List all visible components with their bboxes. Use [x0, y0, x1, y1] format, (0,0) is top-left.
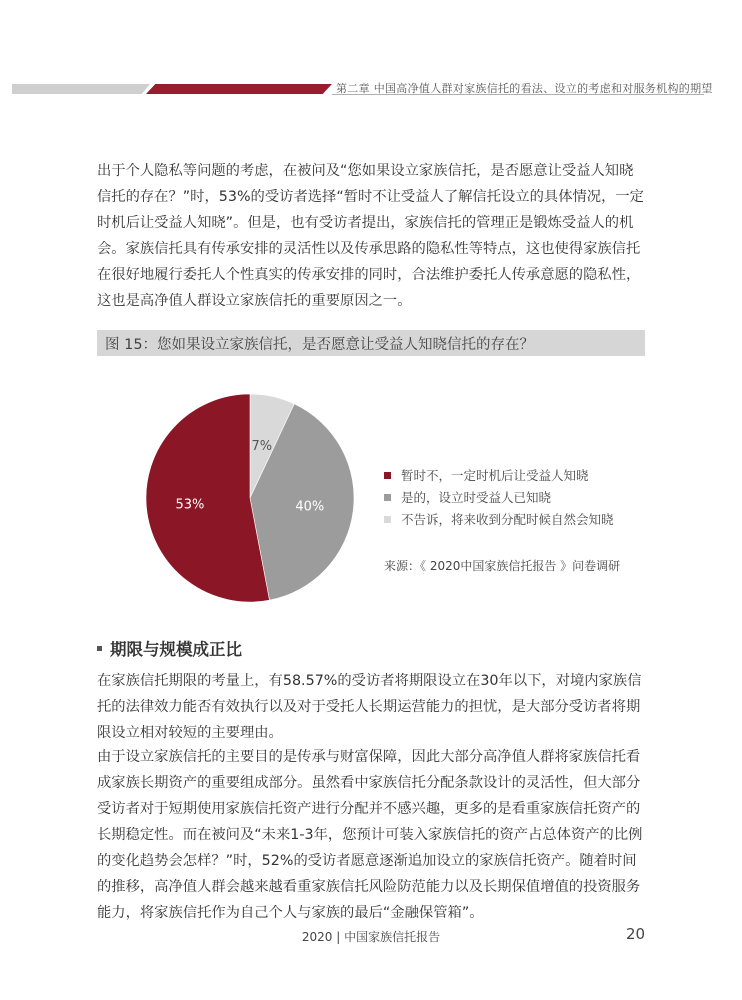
- body-paragraph-2: 在家族信托期限的考量上，有58.57%的受访者将期限设立在30年以下，对境内家族信托的法律效力能否有效执行以及对于受托人长期运营能力的担忧，是大部分受访者将期限设立相对较短的主要理由。: [97, 673, 642, 741]
- chart-legend: [384, 464, 614, 530]
- legend-swatch-1: [384, 494, 391, 501]
- figure-title: 图 15：您如果设立家族信托，是否愿意让受益人知晓信托的存在？: [105, 337, 535, 353]
- chapter-title: 第二章 中国高净值人群对家族信托的看法、设立的考虑和对服务机构的期望: [336, 82, 713, 95]
- legend-label-0: 暂时不，一定时机后让受益人知晓: [401, 468, 589, 483]
- legend-item-0: [384, 464, 614, 486]
- pie-chart: [140, 388, 360, 608]
- legend-swatch-2: [384, 516, 391, 523]
- figure-source: 来源：《 2020中国家族信托报告 》问卷调研: [384, 559, 621, 573]
- body-paragraph-3: 由于设立家族信托的主要目的是传承与财富保障，因此大部分高净值人群将家族信托看成家族长期资产的重要组成部分。虽然看中家族信托分配条款设计的灵活性，但大部分受访者对于短期使用家族信托资产进行分配并不感兴趣，更多的是看重家族信托资产的长期稳定性。而在被问及“未来1-3年，您预计可装入家族信托的资产占总体资产的比例的变化趋势会怎样？”时，52%的受访者愿意逐渐追加设立的家族信托资产。随着时间的推移，高净值人群会越来越看重家族信托风险防范能力以及长期保值增值的投资服务能力，将家族信托作为自己个人与家族的最后“金融保管箱”。: [97, 749, 643, 921]
- pie-label-1: 40%: [295, 499, 325, 515]
- legend-label-2: 不告诉，将来收到分配时候自然会知晓: [401, 512, 614, 527]
- section-heading: [97, 636, 242, 660]
- header-gray-bar: [12, 84, 150, 94]
- footer-report-title: 2020 | 中国家族信托报告: [301, 930, 441, 944]
- pie-label-0: 53%: [175, 497, 205, 513]
- header-accent-bar: [146, 84, 332, 94]
- body-paragraph-1: 出于个人隐私等问题的考虑，在被问及“您如果设立家族信托，是否愿意让受益人知晓信托的存在？”时，53%的受访者选择“暂时不让受益人了解信托设立的具体情况，一定时机后让受益人知晓”。但是，也有受访者提出，家族信托的管理正是锻炼受益人的机会。家族信托具有传承安排的灵活性以及传承思路的隐私性等特点，这也使得家族信托在很好地履行委托人个性真实的传承安排的同时，合法维护委托人传承意愿的隐私性，这也是高净值人群设立家族信托的重要原因之一。: [97, 163, 644, 309]
- legend-item-2: [384, 508, 614, 530]
- section-title: 期限与规模成正比: [110, 640, 242, 659]
- square-bullet-icon: [97, 646, 102, 651]
- pie-label-2: 7%: [251, 439, 273, 455]
- figure-title-bar: [97, 330, 645, 356]
- page-number: 20: [626, 925, 646, 943]
- legend-label-1: 是的，设立时受益人已知晓: [401, 490, 552, 505]
- legend-item-1: [384, 486, 614, 508]
- legend-swatch-0: [384, 472, 391, 479]
